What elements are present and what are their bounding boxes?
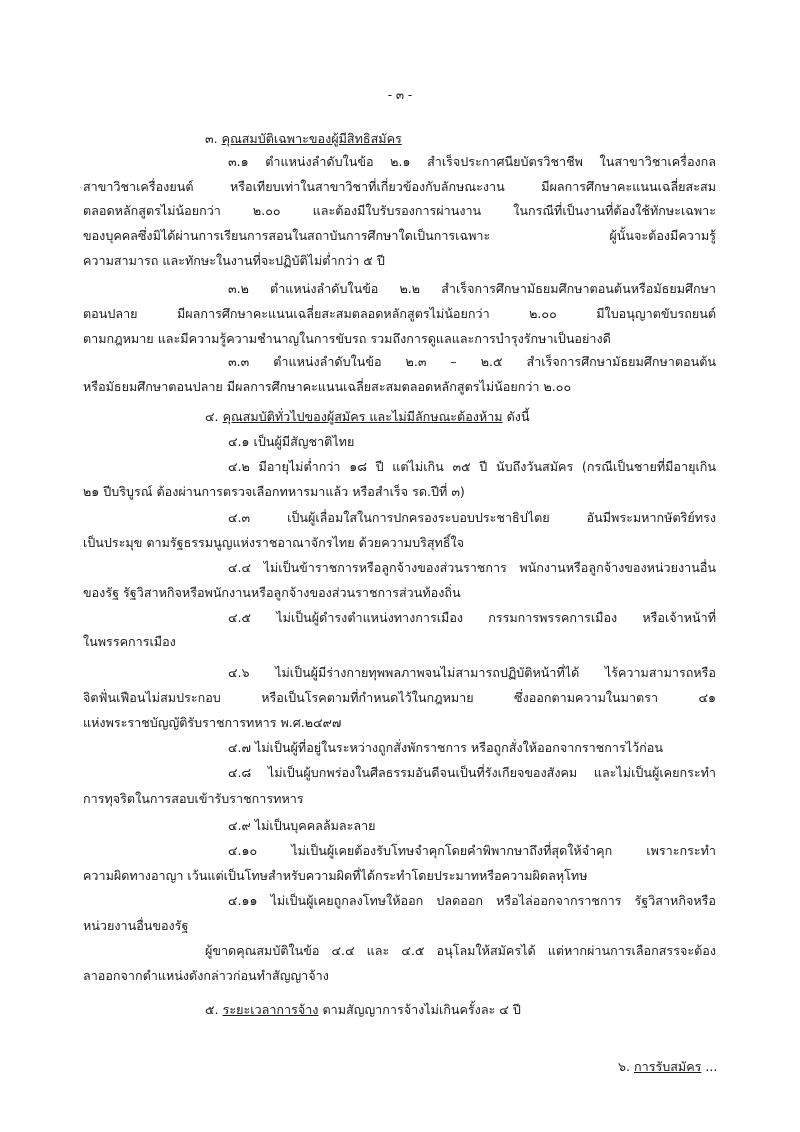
ellipsis: ... (701, 1059, 718, 1074)
item-4-5-line: ในพรรคการเมือง (83, 634, 176, 649)
item-4-9: ๔.๙ ไม่เป็นบุคคลล้มละลาย (228, 818, 376, 833)
item-4-7: ๔.๗ ไม่เป็นผู้ที่อยู่ในระหว่างถูกสั่งพักราชการ หรือถูกสั่งให้ออกจากราชการไว้ก่อน (228, 740, 663, 755)
item-4-10-line: ความผิดทางอาญา เว้นแต่เป็นโทษสำหรับความผิดที่ได้กระทำโดยประมาทหรือความผิดลหุโทษ (83, 868, 588, 883)
para-3-2-line: ตอนปลาย มีผลการศึกษาคะแนนเฉลี่ยสะสมตลอดหลักสูตรไม่น้อยกว่า ๒.๐๐ มีใบอนุญาตขับรถยนต์ (83, 306, 716, 321)
item-4-3-line: เป็นประมุข ตามรัฐธรรมนูญแห่งราชอาณาจักรไทย ด้วยความบริสุทธิ์ใจ (83, 535, 465, 550)
section-3-heading (205, 131, 402, 147)
item-4-6-line: จิตฟั่นเฟือนไม่สมประกอบ หรือเป็นโรคตามที่กำหนดไว้ในกฎหมาย ซึ่งออกตามความในมาตรา ๔๑ (83, 690, 716, 705)
page-number: - ๓ - (387, 88, 413, 102)
item-4-6-line: ๔.๖ ไม่เป็นผู้มีร่างกายทุพพลภาพจนไม่สามารถปฏิบัติหน้าที่ได้ ไร้ความสามารถหรือ (228, 665, 716, 680)
section-title: ระยะเวลาการจ้าง (222, 1002, 319, 1017)
para-3-2-line: ๓.๒ ตำแหน่งลำดับในข้อ ๒.๒ สำเร็จการศึกษามัธยมศึกษาตอนต้นหรือมัธยมศึกษา (228, 281, 716, 296)
para-3-1-line: ความสามารถ และทักษะในงานที่จะปฏิบัติไม่ต่ำกว่า ๕ ปี (83, 253, 385, 268)
continuation-marker (618, 1059, 717, 1075)
item-4-2-line: ๒๑ ปีบริบูรณ์ ต้องผ่านการตรวจเลือกทหารมาแล้ว หรือสำเร็จ รด.ปีที่ ๓) (83, 484, 465, 499)
item-4-2-line: ๔.๒ มีอายุไม่ต่ำกว่า ๑๘ ปี แต่ไม่เกิน ๓๕ ปี นับถึงวันสมัคร (กรณีเป็นชายที่มีอายุเกิน (228, 459, 716, 474)
section-4-heading (205, 409, 530, 425)
para-3-1-line: ตลอดหลักสูตรไม่น้อยกว่า ๒.๐๐ และต้องมีใบรับรองการผ่านงาน ในกรณีที่เป็นงานที่ต้องใช้ทักษะเฉพาะ (83, 203, 716, 218)
item-4-6-line: แห่งพระราชบัญญัติรับราชการทหาร พ.ศ.๒๔๙๗ (83, 715, 342, 730)
section-number: ๕. (205, 1002, 219, 1017)
note-line: ลาออกจากตำแหน่งดังกล่าวก่อนทำสัญญาจ้าง (83, 968, 329, 983)
para-3-1-line: สาขาวิชาเครื่องยนต์ หรือเทียบเท่าในสาขาวิชาที่เกี่ยวข้องกับลักษณะงาน มีผลการศึกษาคะแนนเฉลี่ยสะสม (83, 179, 716, 194)
item-4-4-line: ๔.๔ ไม่เป็นข้าราชการหรือลูกจ้างของส่วนราชการ พนักงานหรือลูกจ้างของหน่วยงานอื่น (228, 560, 716, 575)
item-4-8-line: การทุจริตในการสอบเข้ารับราชการทหาร (83, 791, 304, 806)
note-line: ผู้ขาดคุณสมบัติในข้อ ๔.๔ และ ๔.๕ อนุโลมให้สมัครได้ แต่หากผ่านการเลือกสรรจะต้อง (205, 943, 716, 958)
item-4-8-line: ๔.๘ ไม่เป็นผู้บกพร่องในศีลธรรมอันดีจนเป็นที่รังเกียจของสังคม และไม่เป็นผู้เคยกระทำ (228, 765, 716, 780)
section-title-suffix: ดังนี้ (502, 409, 530, 424)
item-4-5-line: ๔.๕ ไม่เป็นผู้ดำรงตำแหน่งทางการเมือง กรรมการพรรคการเมือง หรือเจ้าหน้าที่ (228, 610, 716, 625)
next-section-number: ๖. (618, 1059, 630, 1074)
section-text: ตามสัญญาการจ้างไม่เกินครั้งละ ๔ ปี (318, 1002, 521, 1017)
section-title: คุณสมบัติเฉพาะของผู้มีสิทธิสมัคร (221, 131, 402, 146)
para-3-2-line: ตามกฎหมาย และมีความรู้ความชำนาญในการขับรถ รวมถึงการดูแลและการบำรุงรักษาเป็นอย่างดี (83, 331, 611, 346)
section-title: คุณสมบัติทั่วไปของผู้สมัคร และไม่มีลักษณะต้องห้าม (222, 409, 503, 424)
para-3-1-line: ๓.๑ ตำแหน่งลำดับในข้อ ๒.๑ สำเร็จประกาศนียบัตรวิชาชีพ ในสาขาวิชาเครื่องกล (228, 154, 716, 169)
para-3-3-line: หรือมัธยมศึกษาตอนปลาย มีผลการศึกษาคะแนนเฉลี่ยสะสมตลอดหลักสูตรไม่น้อยกว่า ๒.๐๐ (83, 379, 572, 394)
item-4-10-line: ๔.๑๐ ไม่เป็นผู้เคยต้องรับโทษจำคุกโดยคำพิพากษาถึงที่สุดให้จำคุก เพราะกระทำ (228, 843, 716, 858)
next-section-title: การรับสมัคร (634, 1059, 702, 1074)
para-3-1-line: ของบุคคลซึ่งมิได้ผ่านการเรียนการสอนในสถาบันการศึกษาใดเป็นการเฉพาะ ผู้นั้นจะต้องมีความรู้ (83, 228, 716, 243)
section-number: ๔. (205, 409, 219, 424)
item-4-4-line: ของรัฐ รัฐวิสาหกิจหรือพนักงานหรือลูกจ้างของส่วนราชการส่วนท้องถิ่น (83, 585, 461, 600)
section-5 (205, 1002, 521, 1018)
item-4-11-line: ๔.๑๑ ไม่เป็นผู้เคยถูกลงโทษให้ออก ปลดออก หรือไล่ออกจากราชการ รัฐวิสาหกิจหรือ (228, 893, 716, 908)
para-3-3-line: ๓.๓ ตำแหน่งลำดับในข้อ ๒.๓ – ๒.๕ สำเร็จการศึกษามัธยมศึกษาตอนต้น (228, 354, 716, 369)
item-4-1: ๔.๑ เป็นผู้มีสัญชาติไทย (228, 434, 355, 449)
item-4-11-line: หน่วยงานอื่นของรัฐ (83, 918, 189, 933)
item-4-3-line: ๔.๓ เป็นผู้เลื่อมใสในการปกครองระบอบประชาธิปไตย อันมีพระมหากษัตริย์ทรง (228, 510, 716, 525)
section-number: ๓. (205, 131, 218, 146)
